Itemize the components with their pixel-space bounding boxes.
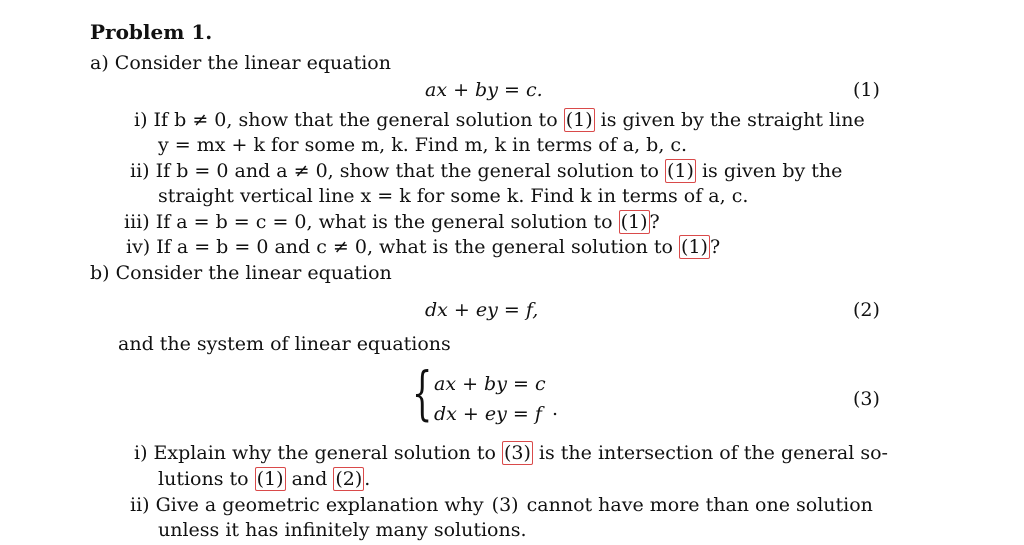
b-item-ii-text: Give a geometric explanation why (155, 494, 484, 516)
equation-ref-link[interactable]: (1) (681, 236, 708, 258)
b-item-i-line2-and: and (291, 468, 328, 490)
a-item-iii-text: If a = b = c = 0, what is the general solution to (155, 211, 613, 233)
a-item-iv-text: If a = b = 0 and c ≠ 0, what is the general solution to (156, 236, 673, 258)
a-item-i-text-post: is given by the straight line (600, 109, 865, 131)
equation-ref-link[interactable]: (3) (491, 494, 519, 516)
b-item-i-line2-text: lutions to (158, 468, 249, 490)
part-a-intro (90, 51, 391, 75)
a-item-i-line1 (134, 108, 865, 132)
a-item-iii-text-post: ? (649, 211, 660, 233)
part-a-label: a) (90, 52, 109, 74)
system-line-2: dx + ey = f (434, 403, 542, 425)
b-item-ii-text-post: cannot have more than one solution (526, 494, 873, 516)
equation-ref-link[interactable]: (1) (565, 109, 593, 131)
b-item-ii-line2: unless it has infinitely many solutions. (158, 519, 527, 541)
a-item-i-text: If b ≠ 0, show that the general solution to (153, 109, 558, 131)
a-item-ii-label: ii) (130, 160, 150, 182)
b-item-i-text: Explain why the general solution to (153, 442, 496, 464)
b-item-i-line1 (134, 441, 888, 465)
b-item-i-label: i) (134, 442, 148, 464)
a-item-iii-label: iii) (124, 211, 150, 233)
part-b-intro (90, 261, 392, 285)
equation-ref-link[interactable]: (2) (335, 468, 363, 490)
equation-ref-link[interactable]: (3) (503, 442, 531, 464)
system-brace: { (412, 359, 433, 427)
b-item-i-text-post: is the intersection of the general so- (538, 442, 888, 464)
equation-ref-link[interactable]: (1) (256, 468, 284, 490)
problem-title: Problem 1. (90, 20, 213, 44)
a-item-iv (126, 235, 720, 259)
a-item-ii-line2: straight vertical line x = k for some k. Find k in terms of a, c. (158, 185, 749, 207)
a-item-iii (124, 210, 660, 234)
a-item-ii-text: If b = 0 and a ≠ 0, show that the general solution to (155, 160, 659, 182)
b-item-ii-line1 (130, 493, 873, 517)
part-b-intro-text: Consider the linear equation (115, 262, 392, 284)
a-item-ii-text-post: is given by the (701, 160, 843, 182)
a-item-ii-line1 (130, 159, 842, 183)
b-item-i-line2 (158, 467, 370, 491)
equation-2-number: (2) (853, 299, 880, 321)
equation-ref-link[interactable]: (1) (620, 211, 648, 233)
a-item-iv-text-post: ? (709, 236, 721, 258)
equation-1-number: (1) (853, 79, 880, 101)
equation-3-number: (3) (853, 388, 880, 410)
equation-1: ax + by = c. (425, 79, 543, 101)
a-item-i-line2: y = mx + k for some m, k. Find m, k in terms of a, b, c. (158, 134, 688, 156)
part-a-intro-text: Consider the linear equation (114, 52, 391, 74)
a-item-i-label: i) (134, 109, 148, 131)
b-item-i-line2-end: . (364, 468, 371, 490)
a-item-iv-label: iv) (126, 236, 151, 258)
part-b-label: b) (90, 262, 110, 284)
system-dot: . (552, 398, 559, 420)
equation-ref-link[interactable]: (1) (666, 160, 694, 182)
system-intro: and the system of linear equations (118, 333, 451, 355)
b-item-ii-label: ii) (130, 494, 150, 516)
system-line-1: ax + by = c (434, 373, 546, 395)
equation-2: dx + ey = f, (425, 299, 539, 321)
